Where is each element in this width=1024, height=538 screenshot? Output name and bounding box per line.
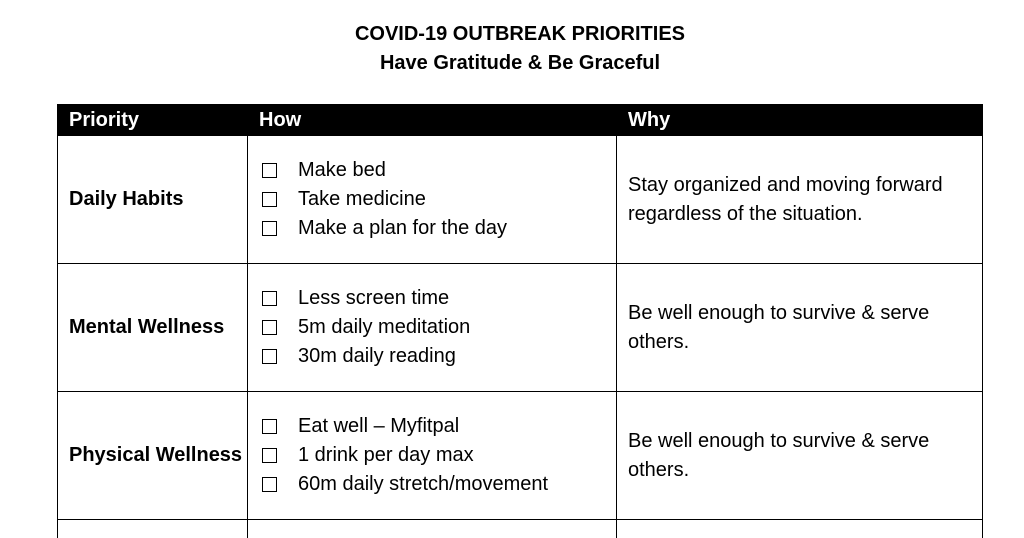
checklist xyxy=(259,156,616,243)
checkbox[interactable] xyxy=(262,163,277,178)
why-cell: Be well enough to survive & serve others. xyxy=(617,392,983,520)
checkbox[interactable] xyxy=(262,448,277,463)
checklist-item xyxy=(262,214,616,243)
checkbox[interactable] xyxy=(262,291,277,306)
how-cell xyxy=(248,392,617,520)
checklist-item-label: Less screen time xyxy=(298,287,450,309)
header-how: How xyxy=(248,105,617,136)
checkbox[interactable] xyxy=(262,477,277,492)
checkbox[interactable] xyxy=(262,221,277,236)
checklist-item xyxy=(262,441,616,470)
checklist-item xyxy=(262,156,616,185)
why-cell: Be well enough to survive & serve others. xyxy=(617,264,983,392)
checklist-item-label: Make a plan for the day xyxy=(298,217,508,239)
checklist-item-label: Make bed xyxy=(298,159,386,181)
title-block xyxy=(0,20,1024,78)
table-header-row xyxy=(58,105,983,136)
empty-cell xyxy=(248,520,617,538)
checklist-item xyxy=(262,470,616,499)
priority-cell: Physical Wellness xyxy=(58,392,248,520)
table-row xyxy=(58,392,983,520)
checklist-item-label: Eat well – Myfitpal xyxy=(298,415,460,437)
table-row xyxy=(58,136,983,264)
priorities-table xyxy=(57,104,983,538)
table-row xyxy=(58,264,983,392)
checklist-item-label: 60m daily stretch/movement xyxy=(298,473,549,495)
how-cell xyxy=(248,136,617,264)
document-title: COVID-19 OUTBREAK PRIORITIES xyxy=(354,23,686,45)
empty-cell xyxy=(58,520,248,538)
checklist-item xyxy=(262,313,616,342)
table-row-partial xyxy=(58,520,983,538)
checklist xyxy=(259,412,616,499)
checklist-item xyxy=(262,342,616,371)
header-priority: Priority xyxy=(58,105,248,136)
checkbox[interactable] xyxy=(262,349,277,364)
checklist-item-label: Take medicine xyxy=(298,188,426,210)
checklist-item-label: 1 drink per day max xyxy=(298,444,474,466)
checklist-item-label: 5m daily meditation xyxy=(298,316,471,338)
header-why: Why xyxy=(617,105,983,136)
how-cell xyxy=(248,264,617,392)
empty-cell xyxy=(617,520,983,538)
checkbox[interactable] xyxy=(262,419,277,434)
checkbox[interactable] xyxy=(262,192,277,207)
checklist-item xyxy=(262,284,616,313)
why-cell: Stay organized and moving forward regardless of the situation. xyxy=(617,136,983,264)
checklist-item xyxy=(262,412,616,441)
document-subtitle: Have Gratitude & Be Graceful xyxy=(379,52,661,74)
priority-cell: Daily Habits xyxy=(58,136,248,264)
checklist xyxy=(259,284,616,371)
checklist-item xyxy=(262,185,616,214)
checklist-item-label: 30m daily reading xyxy=(298,345,456,367)
checkbox[interactable] xyxy=(262,320,277,335)
priority-cell: Mental Wellness xyxy=(58,264,248,392)
